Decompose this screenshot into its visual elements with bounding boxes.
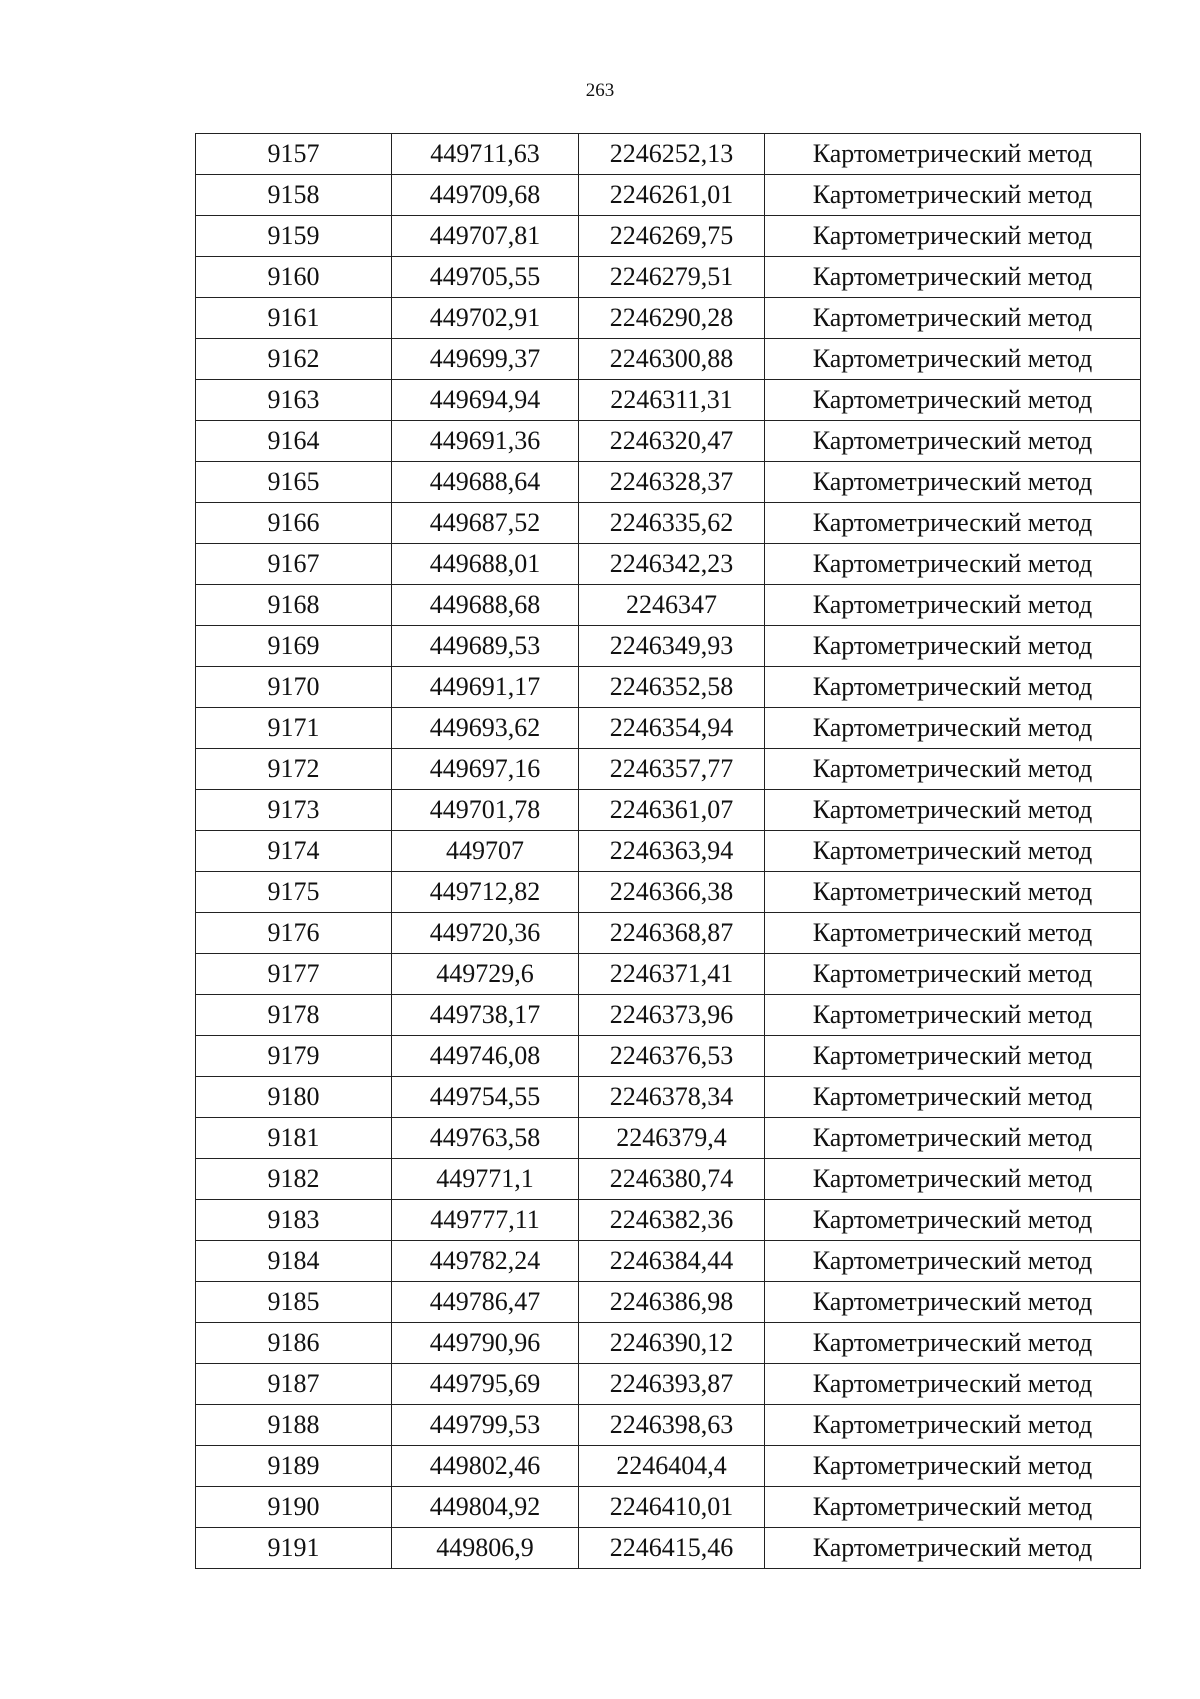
x-coordinate-cell: 449782,24 xyxy=(392,1241,579,1282)
x-coordinate-cell: 449689,53 xyxy=(392,626,579,667)
method-cell: Картометрический метод xyxy=(765,1364,1141,1405)
point-number-cell: 9174 xyxy=(196,831,392,872)
x-coordinate-cell: 449777,11 xyxy=(392,1200,579,1241)
table-row xyxy=(196,1077,1141,1118)
method-cell: Картометрический метод xyxy=(765,134,1141,175)
y-coordinate-cell: 2246376,53 xyxy=(579,1036,765,1077)
method-cell: Картометрический метод xyxy=(765,749,1141,790)
table-row xyxy=(196,1200,1141,1241)
point-number-cell: 9180 xyxy=(196,1077,392,1118)
method-cell: Картометрический метод xyxy=(765,1405,1141,1446)
x-coordinate-cell: 449729,6 xyxy=(392,954,579,995)
point-number-cell: 9169 xyxy=(196,626,392,667)
y-coordinate-cell: 2246393,87 xyxy=(579,1364,765,1405)
point-number-cell: 9164 xyxy=(196,421,392,462)
x-coordinate-cell: 449702,91 xyxy=(392,298,579,339)
page-number: 263 xyxy=(585,80,615,101)
y-coordinate-cell: 2246363,94 xyxy=(579,831,765,872)
method-cell: Картометрический метод xyxy=(765,216,1141,257)
method-cell: Картометрический метод xyxy=(765,1241,1141,1282)
method-cell: Картометрический метод xyxy=(765,667,1141,708)
method-cell: Картометрический метод xyxy=(765,626,1141,667)
y-coordinate-cell: 2246357,77 xyxy=(579,749,765,790)
point-number-cell: 9170 xyxy=(196,667,392,708)
x-coordinate-cell: 449688,68 xyxy=(392,585,579,626)
point-number-cell: 9183 xyxy=(196,1200,392,1241)
x-coordinate-cell: 449687,52 xyxy=(392,503,579,544)
table-row xyxy=(196,134,1141,175)
table-row xyxy=(196,503,1141,544)
x-coordinate-cell: 449691,17 xyxy=(392,667,579,708)
table-row xyxy=(196,1118,1141,1159)
y-coordinate-cell: 2246290,28 xyxy=(579,298,765,339)
table-row xyxy=(196,421,1141,462)
point-number-cell: 9179 xyxy=(196,1036,392,1077)
method-cell: Картометрический метод xyxy=(765,585,1141,626)
point-number-cell: 9166 xyxy=(196,503,392,544)
x-coordinate-cell: 449806,9 xyxy=(392,1528,579,1569)
coordinates-table xyxy=(195,133,1141,1569)
table-row xyxy=(196,1282,1141,1323)
method-cell: Картометрический метод xyxy=(765,1487,1141,1528)
x-coordinate-cell: 449693,62 xyxy=(392,708,579,749)
point-number-cell: 9172 xyxy=(196,749,392,790)
y-coordinate-cell: 2246361,07 xyxy=(579,790,765,831)
table-row xyxy=(196,667,1141,708)
x-coordinate-cell: 449707 xyxy=(392,831,579,872)
point-number-cell: 9160 xyxy=(196,257,392,298)
y-coordinate-cell: 2246378,34 xyxy=(579,1077,765,1118)
table-row xyxy=(196,1487,1141,1528)
method-cell: Картометрический метод xyxy=(765,339,1141,380)
x-coordinate-cell: 449771,1 xyxy=(392,1159,579,1200)
point-number-cell: 9165 xyxy=(196,462,392,503)
point-number-cell: 9190 xyxy=(196,1487,392,1528)
table-row xyxy=(196,872,1141,913)
point-number-cell: 9182 xyxy=(196,1159,392,1200)
table-row xyxy=(196,298,1141,339)
y-coordinate-cell: 2246410,01 xyxy=(579,1487,765,1528)
table-row xyxy=(196,954,1141,995)
method-cell: Картометрический метод xyxy=(765,544,1141,585)
method-cell: Картометрический метод xyxy=(765,462,1141,503)
method-cell: Картометрический метод xyxy=(765,421,1141,462)
y-coordinate-cell: 2246386,98 xyxy=(579,1282,765,1323)
y-coordinate-cell: 2246371,41 xyxy=(579,954,765,995)
x-coordinate-cell: 449694,94 xyxy=(392,380,579,421)
point-number-cell: 9168 xyxy=(196,585,392,626)
table-row xyxy=(196,995,1141,1036)
point-number-cell: 9191 xyxy=(196,1528,392,1569)
method-cell: Картометрический метод xyxy=(765,872,1141,913)
method-cell: Картометрический метод xyxy=(765,298,1141,339)
method-cell: Картометрический метод xyxy=(765,1200,1141,1241)
x-coordinate-cell: 449802,46 xyxy=(392,1446,579,1487)
y-coordinate-cell: 2246398,63 xyxy=(579,1405,765,1446)
point-number-cell: 9176 xyxy=(196,913,392,954)
table-row xyxy=(196,1241,1141,1282)
method-cell: Картометрический метод xyxy=(765,790,1141,831)
x-coordinate-cell: 449720,36 xyxy=(392,913,579,954)
method-cell: Картометрический метод xyxy=(765,1077,1141,1118)
y-coordinate-cell: 2246335,62 xyxy=(579,503,765,544)
y-coordinate-cell: 2246328,37 xyxy=(579,462,765,503)
table-row xyxy=(196,749,1141,790)
x-coordinate-cell: 449707,81 xyxy=(392,216,579,257)
y-coordinate-cell: 2246279,51 xyxy=(579,257,765,298)
x-coordinate-cell: 449799,53 xyxy=(392,1405,579,1446)
y-coordinate-cell: 2246347 xyxy=(579,585,765,626)
x-coordinate-cell: 449746,08 xyxy=(392,1036,579,1077)
y-coordinate-cell: 2246349,93 xyxy=(579,626,765,667)
point-number-cell: 9185 xyxy=(196,1282,392,1323)
table-row xyxy=(196,790,1141,831)
point-number-cell: 9163 xyxy=(196,380,392,421)
y-coordinate-cell: 2246300,88 xyxy=(579,339,765,380)
point-number-cell: 9171 xyxy=(196,708,392,749)
point-number-cell: 9186 xyxy=(196,1323,392,1364)
method-cell: Картометрический метод xyxy=(765,913,1141,954)
point-number-cell: 9177 xyxy=(196,954,392,995)
y-coordinate-cell: 2246252,13 xyxy=(579,134,765,175)
table-row xyxy=(196,1323,1141,1364)
method-cell: Картометрический метод xyxy=(765,954,1141,995)
y-coordinate-cell: 2246373,96 xyxy=(579,995,765,1036)
x-coordinate-cell: 449804,92 xyxy=(392,1487,579,1528)
y-coordinate-cell: 2246379,4 xyxy=(579,1118,765,1159)
point-number-cell: 9189 xyxy=(196,1446,392,1487)
table-row xyxy=(196,1446,1141,1487)
x-coordinate-cell: 449738,17 xyxy=(392,995,579,1036)
x-coordinate-cell: 449712,82 xyxy=(392,872,579,913)
x-coordinate-cell: 449795,69 xyxy=(392,1364,579,1405)
x-coordinate-cell: 449701,78 xyxy=(392,790,579,831)
table-row xyxy=(196,544,1141,585)
table-row xyxy=(196,216,1141,257)
point-number-cell: 9157 xyxy=(196,134,392,175)
method-cell: Картометрический метод xyxy=(765,1528,1141,1569)
y-coordinate-cell: 2246342,23 xyxy=(579,544,765,585)
table-row xyxy=(196,585,1141,626)
y-coordinate-cell: 2246368,87 xyxy=(579,913,765,954)
point-number-cell: 9187 xyxy=(196,1364,392,1405)
method-cell: Картометрический метод xyxy=(765,831,1141,872)
method-cell: Картометрический метод xyxy=(765,175,1141,216)
table-row xyxy=(196,831,1141,872)
x-coordinate-cell: 449691,36 xyxy=(392,421,579,462)
y-coordinate-cell: 2246352,58 xyxy=(579,667,765,708)
table-row xyxy=(196,1528,1141,1569)
point-number-cell: 9181 xyxy=(196,1118,392,1159)
y-coordinate-cell: 2246269,75 xyxy=(579,216,765,257)
method-cell: Картометрический метод xyxy=(765,257,1141,298)
x-coordinate-cell: 449699,37 xyxy=(392,339,579,380)
y-coordinate-cell: 2246380,74 xyxy=(579,1159,765,1200)
table-row xyxy=(196,339,1141,380)
method-cell: Картометрический метод xyxy=(765,1446,1141,1487)
method-cell: Картометрический метод xyxy=(765,1282,1141,1323)
point-number-cell: 9162 xyxy=(196,339,392,380)
point-number-cell: 9188 xyxy=(196,1405,392,1446)
method-cell: Картометрический метод xyxy=(765,380,1141,421)
method-cell: Картометрический метод xyxy=(765,995,1141,1036)
table-row xyxy=(196,462,1141,503)
y-coordinate-cell: 2246311,31 xyxy=(579,380,765,421)
x-coordinate-cell: 449711,63 xyxy=(392,134,579,175)
table-row xyxy=(196,1159,1141,1200)
point-number-cell: 9158 xyxy=(196,175,392,216)
y-coordinate-cell: 2246415,46 xyxy=(579,1528,765,1569)
y-coordinate-cell: 2246404,4 xyxy=(579,1446,765,1487)
y-coordinate-cell: 2246366,38 xyxy=(579,872,765,913)
table-row xyxy=(196,1405,1141,1446)
point-number-cell: 9161 xyxy=(196,298,392,339)
table-row xyxy=(196,913,1141,954)
y-coordinate-cell: 2246261,01 xyxy=(579,175,765,216)
method-cell: Картометрический метод xyxy=(765,1159,1141,1200)
x-coordinate-cell: 449763,58 xyxy=(392,1118,579,1159)
point-number-cell: 9173 xyxy=(196,790,392,831)
y-coordinate-cell: 2246354,94 xyxy=(579,708,765,749)
y-coordinate-cell: 2246384,44 xyxy=(579,1241,765,1282)
method-cell: Картометрический метод xyxy=(765,1118,1141,1159)
y-coordinate-cell: 2246382,36 xyxy=(579,1200,765,1241)
x-coordinate-cell: 449697,16 xyxy=(392,749,579,790)
table-row xyxy=(196,380,1141,421)
y-coordinate-cell: 2246320,47 xyxy=(579,421,765,462)
table-row xyxy=(196,175,1141,216)
method-cell: Картометрический метод xyxy=(765,708,1141,749)
point-number-cell: 9184 xyxy=(196,1241,392,1282)
x-coordinate-cell: 449790,96 xyxy=(392,1323,579,1364)
point-number-cell: 9167 xyxy=(196,544,392,585)
x-coordinate-cell: 449688,01 xyxy=(392,544,579,585)
x-coordinate-cell: 449705,55 xyxy=(392,257,579,298)
method-cell: Картометрический метод xyxy=(765,1323,1141,1364)
point-number-cell: 9159 xyxy=(196,216,392,257)
x-coordinate-cell: 449754,55 xyxy=(392,1077,579,1118)
table-row xyxy=(196,1036,1141,1077)
x-coordinate-cell: 449786,47 xyxy=(392,1282,579,1323)
coordinates-table-body xyxy=(196,134,1141,1569)
point-number-cell: 9178 xyxy=(196,995,392,1036)
table-row xyxy=(196,1364,1141,1405)
method-cell: Картометрический метод xyxy=(765,1036,1141,1077)
x-coordinate-cell: 449688,64 xyxy=(392,462,579,503)
x-coordinate-cell: 449709,68 xyxy=(392,175,579,216)
table-row xyxy=(196,708,1141,749)
table-row xyxy=(196,626,1141,667)
point-number-cell: 9175 xyxy=(196,872,392,913)
y-coordinate-cell: 2246390,12 xyxy=(579,1323,765,1364)
table-row xyxy=(196,257,1141,298)
method-cell: Картометрический метод xyxy=(765,503,1141,544)
